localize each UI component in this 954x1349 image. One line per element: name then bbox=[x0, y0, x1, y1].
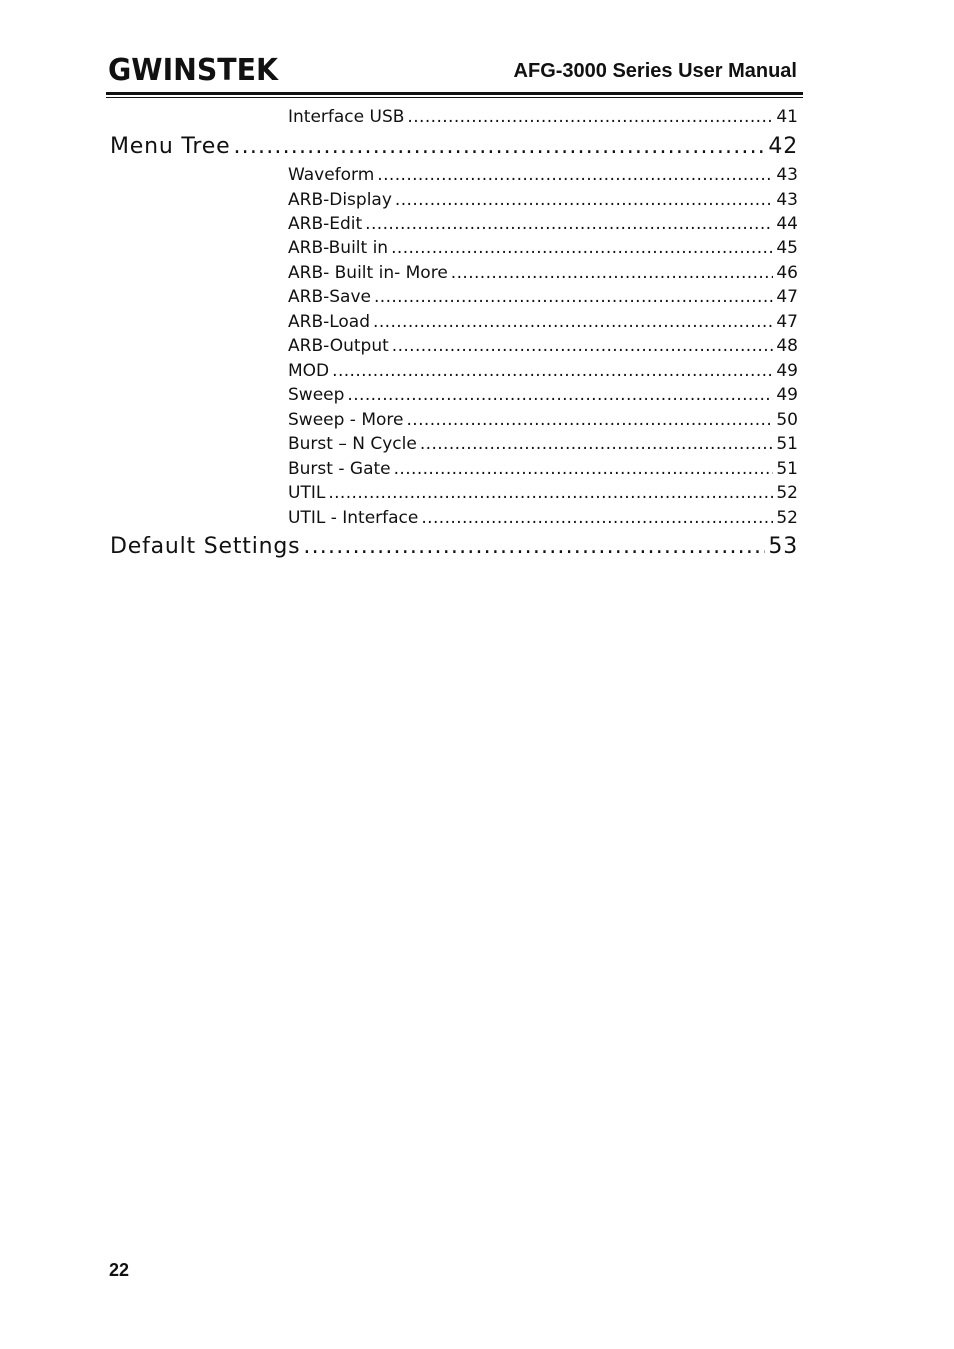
toc-section-label: Default Settings bbox=[110, 534, 301, 559]
toc-entry-burst-gate[interactable] bbox=[288, 459, 798, 483]
toc-entry-page: 47 bbox=[776, 287, 798, 307]
dot-leader bbox=[395, 190, 773, 210]
dot-leader bbox=[451, 263, 774, 283]
toc-entry-label: Sweep - More bbox=[288, 410, 404, 430]
toc-entry-util-interface[interactable] bbox=[288, 508, 798, 532]
toc-entry-page: 48 bbox=[776, 336, 798, 356]
header-rule-thin bbox=[106, 97, 803, 98]
toc-entry-page: 52 bbox=[776, 483, 798, 503]
dot-leader bbox=[347, 385, 773, 405]
toc-entry-arb-built-in-more[interactable] bbox=[288, 263, 798, 287]
toc-entry-sweep[interactable] bbox=[288, 385, 798, 409]
toc-section-menu-tree[interactable] bbox=[110, 134, 798, 166]
toc-entry-label: Interface USB bbox=[288, 107, 405, 127]
dot-leader bbox=[328, 483, 773, 503]
toc-entry-label: ARB-Save bbox=[288, 287, 371, 307]
dot-leader bbox=[407, 410, 774, 430]
dot-leader bbox=[332, 361, 773, 381]
toc-entry-label: Waveform bbox=[288, 165, 375, 185]
toc-entry-arb-output[interactable] bbox=[288, 336, 798, 360]
dot-leader bbox=[373, 312, 773, 332]
toc-entry-mod[interactable] bbox=[288, 361, 798, 385]
toc-entry-label: UTIL bbox=[288, 483, 326, 503]
toc-entry-interface-usb[interactable] bbox=[288, 107, 798, 131]
dot-leader bbox=[394, 459, 774, 479]
toc-entry-page: 44 bbox=[776, 214, 798, 234]
toc-entry-page: 51 bbox=[776, 434, 798, 454]
dot-leader bbox=[365, 214, 773, 234]
toc-entry-page: 43 bbox=[776, 190, 798, 210]
dot-leader bbox=[392, 336, 774, 356]
document-title: AFG-3000 Series User Manual bbox=[513, 60, 797, 82]
toc-entry-page: 45 bbox=[776, 238, 798, 258]
toc-entry-arb-save[interactable] bbox=[288, 287, 798, 311]
toc-entry-page: 50 bbox=[776, 410, 798, 430]
toc-entry-label: ARB-Built in bbox=[288, 238, 389, 258]
dot-leader bbox=[233, 134, 765, 159]
toc-entry-arb-load[interactable] bbox=[288, 312, 798, 336]
toc-entry-label: Burst – N Cycle bbox=[288, 434, 417, 454]
toc-entry-arb-built-in[interactable] bbox=[288, 238, 798, 262]
toc-entry-label: Sweep bbox=[288, 385, 345, 405]
toc-entry-label: Burst - Gate bbox=[288, 459, 391, 479]
gwinstek-logo bbox=[108, 52, 280, 84]
toc-entry-page: 47 bbox=[776, 312, 798, 332]
toc-entry-burst-n-cycle[interactable] bbox=[288, 434, 798, 458]
toc-entry-sweep-more[interactable] bbox=[288, 410, 798, 434]
toc-entry-label: MOD bbox=[288, 361, 330, 381]
dot-leader bbox=[303, 534, 765, 559]
dot-leader bbox=[374, 287, 773, 307]
header-rule-thick bbox=[106, 92, 803, 95]
toc-entry-page: 49 bbox=[776, 361, 798, 381]
logo-text: GWINSTEK bbox=[108, 53, 280, 84]
dot-leader bbox=[420, 434, 774, 454]
page-number: 22 bbox=[109, 1260, 130, 1280]
toc-section-label: Menu Tree bbox=[110, 134, 231, 159]
toc-section-page: 53 bbox=[768, 534, 798, 559]
toc-entry-page: 51 bbox=[776, 459, 798, 479]
dot-leader bbox=[421, 508, 773, 528]
toc-entry-page: 52 bbox=[776, 508, 798, 528]
toc-entry-arb-edit[interactable] bbox=[288, 214, 798, 238]
toc-entry-label: ARB-Output bbox=[288, 336, 389, 356]
toc-section-default-settings[interactable] bbox=[110, 534, 798, 566]
toc-entry-label: ARB-Display bbox=[288, 190, 392, 210]
toc-entry-label: ARB-Load bbox=[288, 312, 371, 332]
toc-entry-arb-display[interactable] bbox=[288, 190, 798, 214]
dot-leader bbox=[391, 238, 773, 258]
dot-leader bbox=[407, 107, 773, 127]
toc-entry-label: ARB- Built in- More bbox=[288, 263, 448, 283]
toc-section-page: 42 bbox=[768, 134, 798, 159]
toc-entry-util[interactable] bbox=[288, 483, 798, 507]
toc-entry-page: 41 bbox=[776, 107, 798, 127]
toc-entry-waveform[interactable] bbox=[288, 165, 798, 189]
toc-entry-page: 46 bbox=[776, 263, 798, 283]
toc-entry-label: ARB-Edit bbox=[288, 214, 363, 234]
dot-leader bbox=[377, 165, 773, 185]
toc-entry-page: 49 bbox=[776, 385, 798, 405]
toc-entry-label: UTIL - Interface bbox=[288, 508, 419, 528]
toc-entry-page: 43 bbox=[776, 165, 798, 185]
